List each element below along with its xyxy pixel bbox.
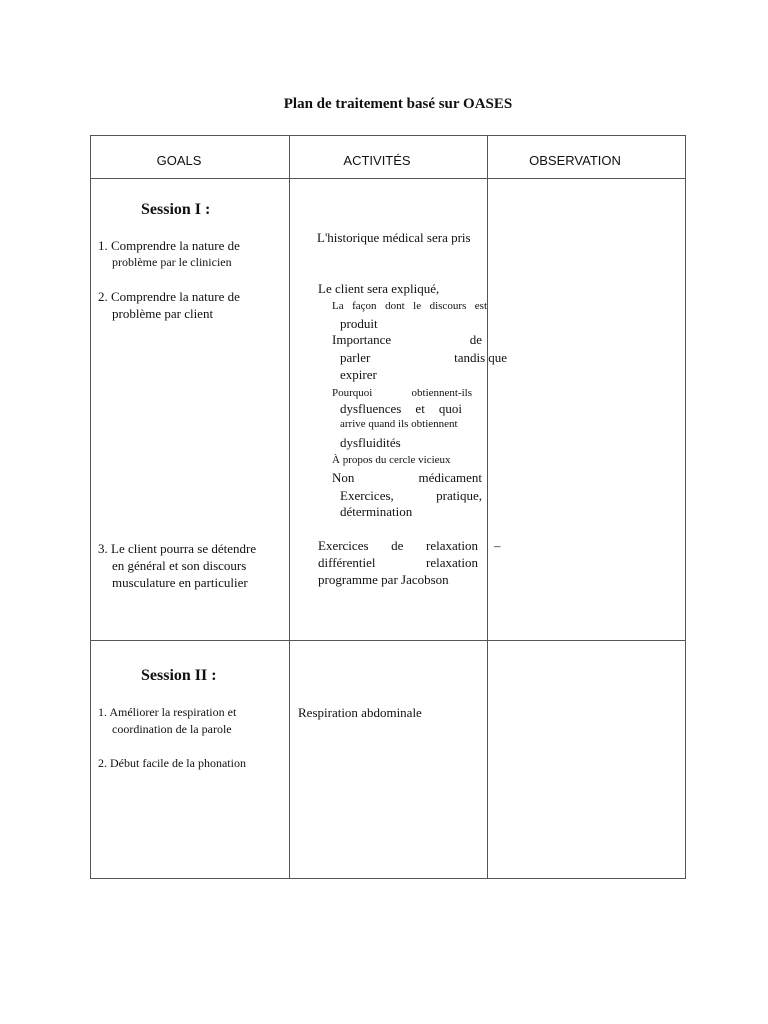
relaxation-word: relaxation bbox=[426, 555, 478, 570]
bullet-2-word: de bbox=[469, 332, 482, 347]
relaxation-line-1 bbox=[318, 538, 478, 554]
relaxation-line-3: programme par Jacobson bbox=[318, 572, 449, 587]
bullet-3-line-1: Pourquoi obtiennent-ils bbox=[332, 387, 472, 399]
goal-2-line-2: problème par client bbox=[112, 306, 214, 321]
goal-1-line-1: 1. Comprendre la nature de bbox=[98, 238, 240, 253]
bullet-3-line-4: dysfluidités bbox=[340, 435, 401, 450]
goal-3-line-3: musculature en particulier bbox=[112, 575, 248, 590]
session-2-goal-2: 2. Début facile de la phonation bbox=[98, 756, 246, 770]
bullet-1-line-1: La façon dont le discours est bbox=[332, 300, 487, 312]
table-left-border bbox=[90, 135, 91, 879]
goal-2-line-1: 2. Comprendre la nature de bbox=[98, 289, 240, 304]
bullet-2-word: parler bbox=[340, 350, 371, 365]
relaxation-word: différentiel bbox=[318, 555, 376, 570]
column-divider-1 bbox=[289, 135, 290, 879]
table-top-border bbox=[90, 135, 686, 136]
relaxation-line-2 bbox=[318, 555, 478, 571]
session-2-heading: Session II : bbox=[141, 667, 217, 684]
bullet-5-line-2 bbox=[340, 488, 482, 504]
header-activites: ACTIVITÉS bbox=[343, 153, 411, 168]
activity-client-explained: Le client sera expliqué, bbox=[318, 281, 440, 296]
bullet-2-line-3: expirer bbox=[340, 367, 377, 382]
session-2-goal-1-line-2: coordination de la parole bbox=[112, 722, 232, 736]
bullet-5-line-3: détermination bbox=[340, 504, 413, 519]
session-2-goal-1-line-1: 1. Améliorer la respiration et bbox=[98, 705, 237, 719]
session-1-heading: Session I : bbox=[141, 201, 211, 218]
bullet-5-word: Non bbox=[332, 470, 355, 485]
bullet-1-line-2: produit bbox=[340, 316, 378, 331]
bullet-5-line-1 bbox=[332, 470, 482, 486]
session-2-activity: Respiration abdominale bbox=[298, 705, 422, 720]
bullet-4-line-1: À propos du cercle vicieux bbox=[332, 454, 451, 466]
goal-3-line-2: en général et son discours bbox=[112, 558, 247, 573]
table-right-border bbox=[685, 135, 686, 879]
activity-medical-history: L'historique médical sera pris bbox=[317, 230, 471, 245]
bullet-3-line-2: dysfluences et quoi bbox=[340, 401, 462, 416]
header-divider bbox=[90, 178, 686, 179]
bullet-2-line-2 bbox=[340, 350, 507, 366]
header-observation: OBSERVATION bbox=[529, 153, 621, 168]
bullet-3-line-3: arrive quand ils obtiennent bbox=[340, 418, 458, 430]
relaxation-word: relaxation bbox=[426, 538, 478, 553]
bullet-2-word: que bbox=[488, 350, 507, 365]
bullet-5-word: Exercices, bbox=[340, 488, 394, 503]
relaxation-word: de bbox=[391, 538, 404, 553]
goal-1-line-2: problème par le clinicien bbox=[112, 255, 232, 269]
session-divider bbox=[90, 640, 686, 641]
bullet-2-word: tandis bbox=[454, 350, 486, 365]
bullet-5-word: médicament bbox=[418, 470, 482, 485]
observation-dash: – bbox=[494, 538, 501, 553]
bullet-2-line-1 bbox=[332, 332, 482, 348]
bullet-5-word: pratique, bbox=[436, 488, 482, 503]
relaxation-word: Exercices bbox=[318, 538, 369, 553]
bullet-2-word: Importance bbox=[332, 332, 392, 347]
table-bottom-border bbox=[90, 878, 686, 879]
goal-3-line-1: 3. Le client pourra se détendre bbox=[98, 541, 257, 556]
page-title: Plan de traitement basé sur OASES bbox=[283, 96, 513, 112]
column-divider-2 bbox=[487, 135, 488, 879]
header-goals: GOALS bbox=[156, 153, 202, 168]
